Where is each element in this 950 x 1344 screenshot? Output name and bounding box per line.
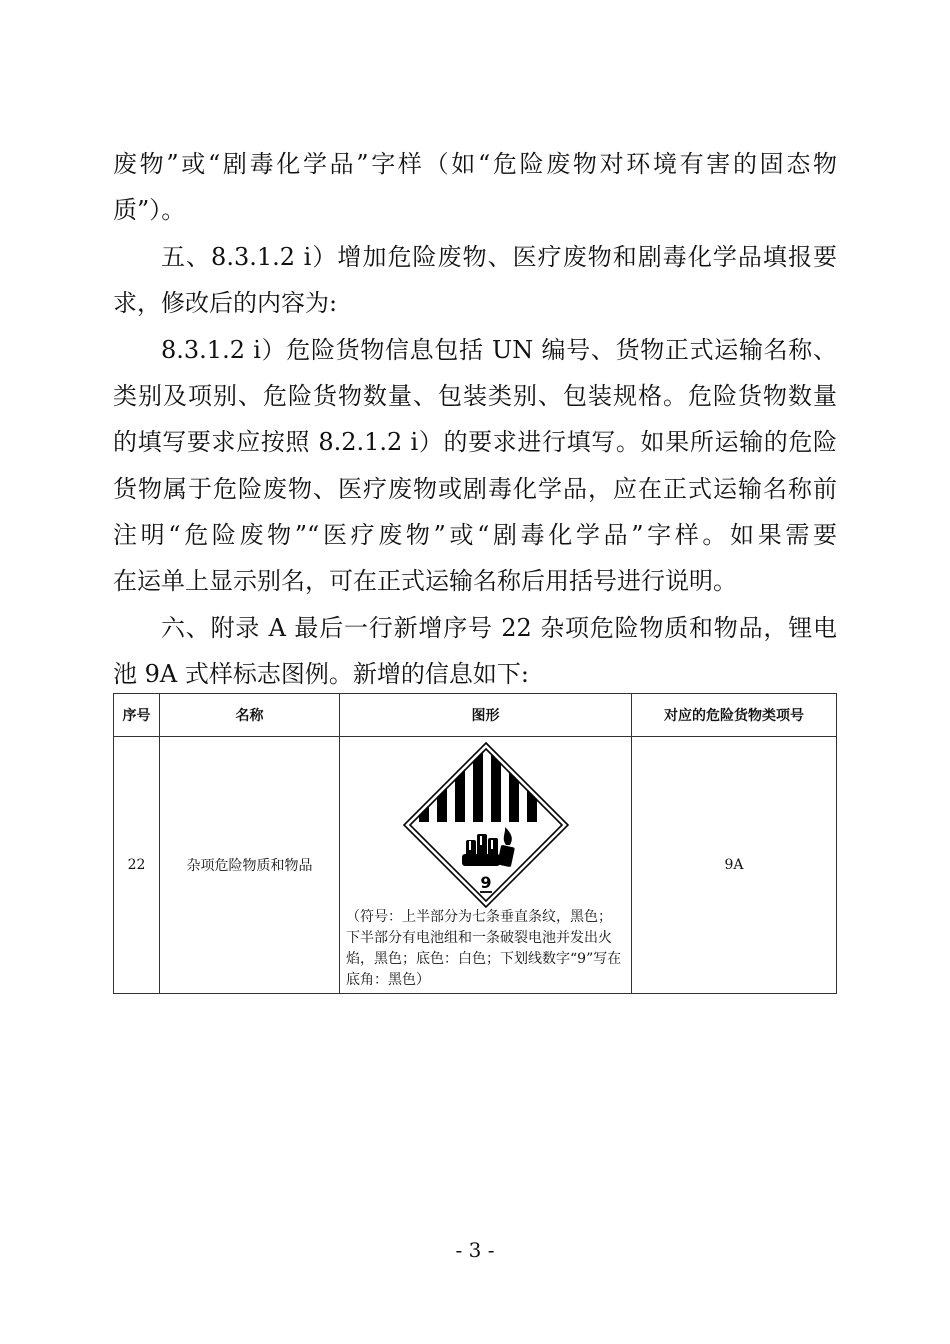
header-graphic: 图形 xyxy=(340,694,632,737)
cell-name: 杂项危险物质和物品 xyxy=(160,737,340,994)
label-caption: （符号：上半部分为七条垂直条纹，黑色；下半部分有电池组和一条破裂电池并发出火焰，黑色；底色：白色；下划线数字“9”写在底角：黑色） xyxy=(346,909,622,988)
header-seq: 序号 xyxy=(114,694,160,737)
table-header-row xyxy=(114,694,837,737)
cell-graphic xyxy=(340,737,632,994)
paragraph-line: 在运单上显示别名，可在正式运输名称后用括号进行说明。 xyxy=(113,567,737,595)
hazard-label-table xyxy=(113,693,837,994)
paragraph-line: 池 9A 式样标志图例。新增的信息如下: xyxy=(113,660,529,688)
paragraph-line: 货物属于危险废物、医疗废物或剧毒化学品，应在正式运输名称前 xyxy=(113,475,837,503)
table-row xyxy=(114,737,837,994)
class-9a-hazard-label-icon xyxy=(402,741,570,909)
paragraph-line: 类别及项别、危险货物数量、包装类别、包装规格。危险货物数量 xyxy=(113,382,837,410)
paragraph-line: 六、附录 A 最后一行新增序号 22 杂项危险物质和物品，锂电 xyxy=(161,614,837,642)
paragraph-line: 求，修改后的内容为: xyxy=(113,289,338,317)
paragraph-line: 废物”或“剧毒化学品”字样（如“危险废物对环境有害的固态物 xyxy=(113,150,837,178)
label-number-9: 9 xyxy=(479,873,492,892)
page-number: - 3 - xyxy=(455,1238,495,1262)
paragraph-line: 的填写要求应按照 8.2.1.2 i）的要求进行填写。如果所运输的危险 xyxy=(113,428,837,456)
paragraph-line: 质”）。 xyxy=(113,196,186,224)
header-name: 名称 xyxy=(160,694,340,737)
paragraph-line: 8.3.1.2 i）危险货物信息包括 UN 编号、货物正式运输名称、 xyxy=(161,336,837,364)
cell-class-number: 9A xyxy=(632,737,837,994)
cell-seq: 22 xyxy=(114,737,160,994)
paragraph-line: 注明“危险废物”“医疗废物”或“剧毒化学品”字样。如果需要 xyxy=(113,521,837,549)
paragraph-line: 五、8.3.1.2 i）增加危险废物、医疗废物和剧毒化学品填报要 xyxy=(161,243,837,271)
header-class-number: 对应的危险货物类项号 xyxy=(632,694,837,737)
